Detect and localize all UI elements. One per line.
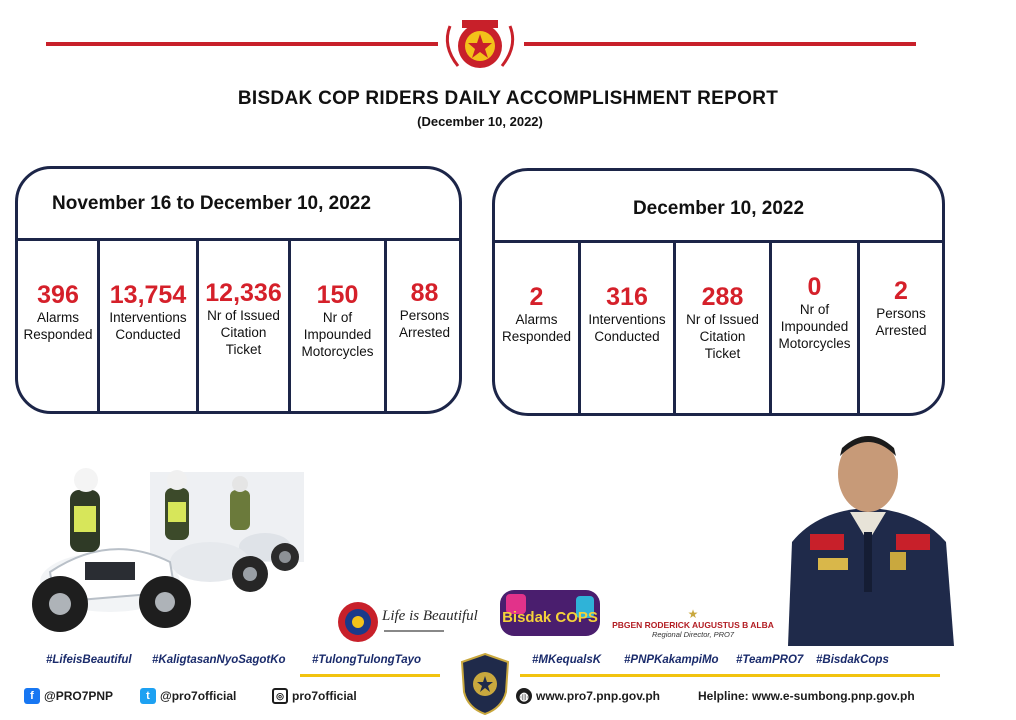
helpline-label: Helpline: www.e-sumbong.pnp.gov.ph bbox=[698, 689, 915, 703]
stat-value: 316 bbox=[606, 283, 648, 311]
pnp-seal-logo bbox=[436, 12, 524, 76]
stat-label: Nr of Impounded Motorcycles bbox=[778, 302, 851, 351]
stat-label: Nr of Issued Citation Ticket bbox=[686, 312, 759, 361]
svg-text:Bisdak COPS: Bisdak COPS bbox=[502, 609, 598, 626]
stat-interventions-conducted bbox=[100, 241, 196, 343]
header-rule-right bbox=[524, 42, 916, 46]
hashtag[interactable]: #KaligtasanNyoSagotKo bbox=[152, 654, 286, 666]
stat-value: 2 bbox=[529, 283, 544, 311]
instagram-icon: ◎ bbox=[272, 688, 288, 704]
stat-label: Alarms Responded bbox=[501, 312, 572, 344]
hashtag[interactable]: #TeamPRO7 bbox=[736, 654, 804, 666]
website-label: www.pro7.pnp.gov.ph bbox=[536, 689, 660, 703]
stat-value: 396 bbox=[37, 281, 79, 309]
stat-interventions-conducted bbox=[581, 243, 673, 345]
website-link[interactable] bbox=[516, 686, 660, 706]
footer-accent-line bbox=[520, 674, 940, 677]
hashtag[interactable]: #TulongTulongTayo bbox=[312, 654, 422, 666]
facebook-handle[interactable] bbox=[24, 686, 113, 706]
report-title: BISDAK COP RIDERS DAILY ACCOMPLISHMENT REPORT bbox=[237, 88, 779, 109]
hashtag[interactable]: #BisdakCops bbox=[816, 654, 889, 666]
header-rule-left bbox=[46, 42, 438, 46]
stat-citation-tickets bbox=[676, 243, 769, 362]
director-role: Regional Director, PRO7 bbox=[651, 630, 735, 639]
facebook-icon: f bbox=[24, 688, 40, 704]
regional-director-caption bbox=[606, 608, 780, 639]
stat-label: Nr of Issued Citation Ticket bbox=[207, 308, 280, 357]
stat-value: 150 bbox=[316, 281, 359, 309]
stat-label: Alarms Responded bbox=[23, 310, 93, 342]
stat-value: 88 bbox=[410, 279, 439, 307]
footer-accent-line bbox=[300, 674, 440, 677]
instagram-label: pro7official bbox=[292, 689, 357, 703]
regional-director-portrait bbox=[778, 422, 960, 646]
stat-citation-tickets bbox=[199, 241, 288, 358]
stat-alarms-responded bbox=[18, 241, 98, 343]
hashtag[interactable]: #LifeisBeautiful bbox=[46, 654, 132, 666]
police-badge-icon bbox=[458, 652, 512, 716]
stat-label: Persons Arrested bbox=[398, 308, 451, 340]
twitter-icon: t bbox=[140, 688, 156, 704]
motorcycle-riders-photo bbox=[0, 462, 304, 640]
instagram-handle[interactable] bbox=[272, 686, 357, 706]
star-icon: ★ bbox=[687, 607, 699, 621]
twitter-label: @pro7official bbox=[160, 689, 237, 703]
stat-label: Persons Arrested bbox=[875, 306, 927, 338]
twitter-handle[interactable] bbox=[140, 686, 236, 706]
cumulative-panel bbox=[15, 166, 462, 414]
stat-value: 13,754 bbox=[109, 281, 187, 309]
director-name: PBGEN RODERICK AUGUSTUS B ALBA bbox=[612, 620, 774, 630]
stat-alarms-responded bbox=[495, 243, 578, 345]
report-date: (December 10, 2022) bbox=[417, 114, 543, 129]
stat-value: 288 bbox=[701, 283, 744, 311]
stat-label: Interventions Conducted bbox=[109, 310, 187, 342]
stat-value: 0 bbox=[807, 273, 822, 301]
stat-value: 2 bbox=[894, 277, 908, 305]
cumulative-panel-heading: November 16 to December 10, 2022 bbox=[18, 169, 459, 241]
stat-persons-arrested bbox=[387, 241, 462, 341]
facebook-label: @PRO7PNP bbox=[44, 689, 114, 703]
life-is-beautiful-logo bbox=[336, 590, 478, 646]
stat-persons-arrested bbox=[860, 243, 942, 339]
globe-icon: ◍ bbox=[516, 688, 532, 704]
helpline-link[interactable] bbox=[698, 686, 915, 706]
stat-label: Interventions Conducted bbox=[588, 312, 666, 344]
daily-panel-heading: December 10, 2022 bbox=[495, 171, 942, 243]
hashtag[interactable]: #MKequalsK bbox=[532, 654, 602, 666]
hashtag[interactable]: #PNPKakampiMo bbox=[624, 654, 719, 666]
stat-label: Nr of Impounded Motorcycles bbox=[301, 310, 374, 359]
stat-impounded-motorcycles bbox=[291, 241, 384, 360]
bisdak-cops-logo bbox=[496, 582, 604, 644]
stat-impounded-motorcycles bbox=[772, 243, 857, 352]
daily-panel bbox=[492, 168, 945, 416]
stat-value: 12,336 bbox=[205, 279, 282, 307]
svg-text:Life is Beautiful: Life is Beautiful bbox=[382, 608, 478, 624]
